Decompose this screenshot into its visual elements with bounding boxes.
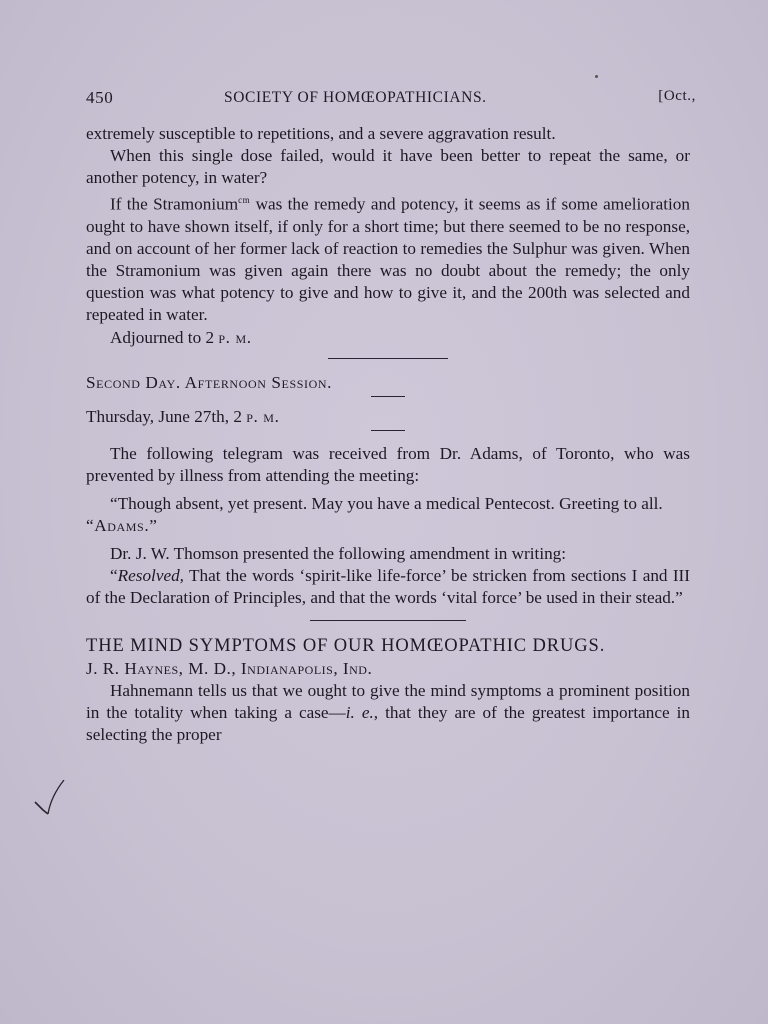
paragraph-continuation: extremely susceptible to repetitions, and a severe aggravation result. — [86, 124, 556, 143]
article-divider — [310, 620, 466, 621]
paragraph-stramonium — [86, 189, 690, 326]
header-date: [Oct., — [658, 88, 696, 104]
adjournment-text: Adjourned to 2 — [110, 327, 219, 347]
session-heading: Second Day. Afternoon Session. — [86, 372, 333, 392]
amendment-quote: “ — [110, 566, 118, 586]
potency-superscript: cm — [238, 195, 251, 206]
heading-rule — [371, 396, 405, 397]
adjournment-line — [86, 327, 690, 349]
stramonium-text-cont: was the remedy and potency, it seems as if some amelioration ought to have shown itself, if only for a short time; but there seemed to be no response, and on account of her former lack of reaction to remedies the Sulphur was given. When the Stramonium was given again there was no doubt about the remedy; the only question was what potency to give and how to give it, and the 200th was selected and repeated in water. — [86, 195, 690, 325]
session-date-text: Thursday, June 27th, 2 — [86, 406, 247, 426]
page-body — [86, 123, 690, 746]
amendment-body: That the words ‘spirit-like life-force’ be stricken from sections I and III of the Declaration of Principles, and that the words ‘vital force’ be used in their stead.” — [86, 566, 690, 608]
telegram-signature: “Adams.” — [86, 516, 158, 536]
amendment-intro: Dr. J. W. Thomson presented the following amendment in writing: — [110, 544, 567, 564]
article-text-cont: that they are of the greatest importance in selecting the proper — [86, 702, 690, 744]
resolved-word: Resolved, — [117, 566, 184, 586]
check-mark-icon — [34, 780, 68, 820]
stramonium-text: If the Stramonium — [110, 195, 239, 215]
article-ie: i. e., — [345, 702, 379, 722]
session-time: p. m. — [246, 406, 280, 426]
running-title: SOCIETY OF HOMŒOPATHICIANS. — [224, 89, 487, 106]
paragraph-single-dose: When this single dose failed, would it have been better to repeat the same, or another potency, in water? — [86, 146, 690, 188]
article-title: THE MIND SYMPTOMS OF OUR HOMŒOPATHIC DRUGS. — [86, 635, 606, 656]
telegram-message: “Though absent, yet present. May you have a medical Pentecost. Greeting to all. — [110, 494, 663, 514]
article-text: Hahnemann tells us that we ought to give the mind symptoms a prominent position in the totality when taking a case— — [86, 680, 690, 722]
article-paragraph — [86, 680, 690, 746]
article-author: J. R. Haynes, M. D., Indianapolis, Ind. — [86, 658, 373, 678]
amendment-text — [86, 565, 690, 609]
page-header — [86, 88, 696, 110]
telegram-intro: The following telegram was received from Dr. Adams, of Toronto, who was prevented by illness from attending the meeting: — [86, 443, 690, 485]
page-number: 450 — [86, 88, 114, 107]
session-date — [86, 406, 690, 428]
section-divider — [328, 358, 448, 359]
date-rule — [371, 430, 405, 431]
ink-speck — [595, 75, 598, 78]
adjournment-time: p. m. — [218, 327, 252, 347]
